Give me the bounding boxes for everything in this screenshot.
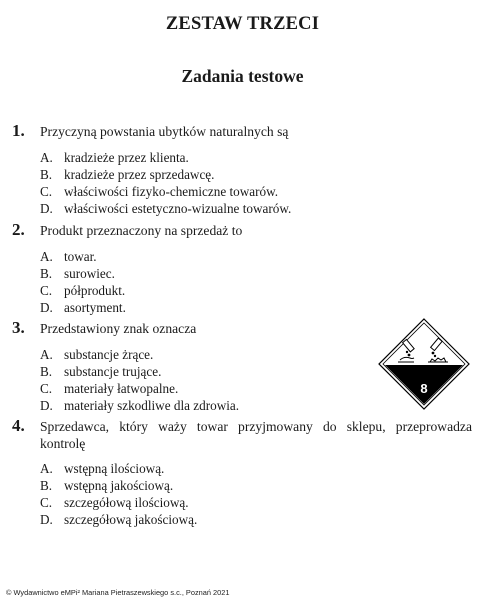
answer-option (12, 460, 472, 477)
answer-letter: C. (40, 495, 53, 510)
answer-option (12, 265, 472, 282)
answer-option (12, 248, 472, 265)
hazard-diamond (378, 318, 470, 410)
question-number: 2. (12, 220, 25, 239)
question-text: Sprzedawca, który waży towar przyjmowany do sklepu, przeprowadza kontrolę (40, 419, 472, 451)
question-text: Produkt przeznaczony na sprzedaż to (40, 223, 243, 238)
answer-letter: D. (40, 201, 53, 216)
answer-option (12, 200, 472, 217)
question-1 (12, 121, 472, 217)
answer-list (12, 460, 472, 528)
answer-text: właściwości fizyko-chemiczne towarów. (64, 184, 279, 199)
corrosive-hazard-icon (378, 318, 470, 410)
answer-text: wstępną ilościową. (64, 461, 165, 476)
question-2 (12, 220, 472, 316)
answer-text: towar. (64, 249, 97, 264)
answer-letter: B. (40, 167, 53, 182)
answer-letter: A. (40, 461, 53, 476)
answer-letter: D. (40, 300, 53, 315)
question-number: 1. (12, 121, 25, 140)
answer-option (12, 477, 472, 494)
section-title: Zadania testowe (181, 66, 304, 86)
question-number: 4. (12, 416, 25, 435)
answer-text: wstępną jakościową. (64, 478, 174, 493)
answer-text: szczegółową jakościową. (64, 512, 198, 527)
answer-letter: A. (40, 249, 53, 264)
answer-letter: D. (40, 512, 53, 527)
answer-letter: B. (40, 266, 53, 281)
answer-text: materiały szkodliwe dla zdrowia. (64, 398, 240, 413)
question-4 (12, 416, 472, 528)
hazard-class-number: 8 (420, 381, 428, 396)
answer-option (12, 149, 472, 166)
answer-letter: D. (40, 398, 53, 413)
answer-text: asortyment. (64, 300, 126, 315)
answer-text: materiały łatwopalne. (64, 381, 179, 396)
answer-text: właściwości estetyczno-wizualne towarów. (64, 201, 292, 216)
answer-list (12, 248, 472, 316)
answer-letter: B. (40, 364, 53, 379)
footer-copyright: © Wydawnictwo eMPi² Mariana Pietraszewskiego s.c., Poznań 2021 (6, 588, 230, 597)
answer-letter: B. (40, 478, 53, 493)
answer-letter: C. (40, 283, 53, 298)
answer-option (12, 282, 472, 299)
answer-text: szczegółową ilościową. (64, 495, 189, 510)
answer-option (12, 299, 472, 316)
answer-list (12, 149, 472, 217)
question-text: Przedstawiony znak oznacza (40, 321, 197, 336)
answer-letter: C. (40, 184, 53, 199)
page-title: ZESTAW TRZECI (165, 14, 320, 34)
answer-text: półprodukt. (64, 283, 126, 298)
question-text: Przyczyną powstania ubytków naturalnych są (40, 124, 289, 139)
answer-text: substancje trujące. (64, 364, 162, 379)
answer-text: kradzieże przez klienta. (64, 150, 189, 165)
answer-letter: A. (40, 150, 53, 165)
answer-option (12, 183, 472, 200)
question-number: 3. (12, 318, 25, 337)
answer-letter: C. (40, 381, 53, 396)
answer-text: surowiec. (64, 266, 115, 281)
answer-letter: A. (40, 347, 53, 362)
answer-text: kradzieże przez sprzedawcę. (64, 167, 215, 182)
answer-text: substancje żrące. (64, 347, 154, 362)
answer-option (12, 166, 472, 183)
answer-option (12, 494, 472, 511)
answer-option (12, 511, 472, 528)
